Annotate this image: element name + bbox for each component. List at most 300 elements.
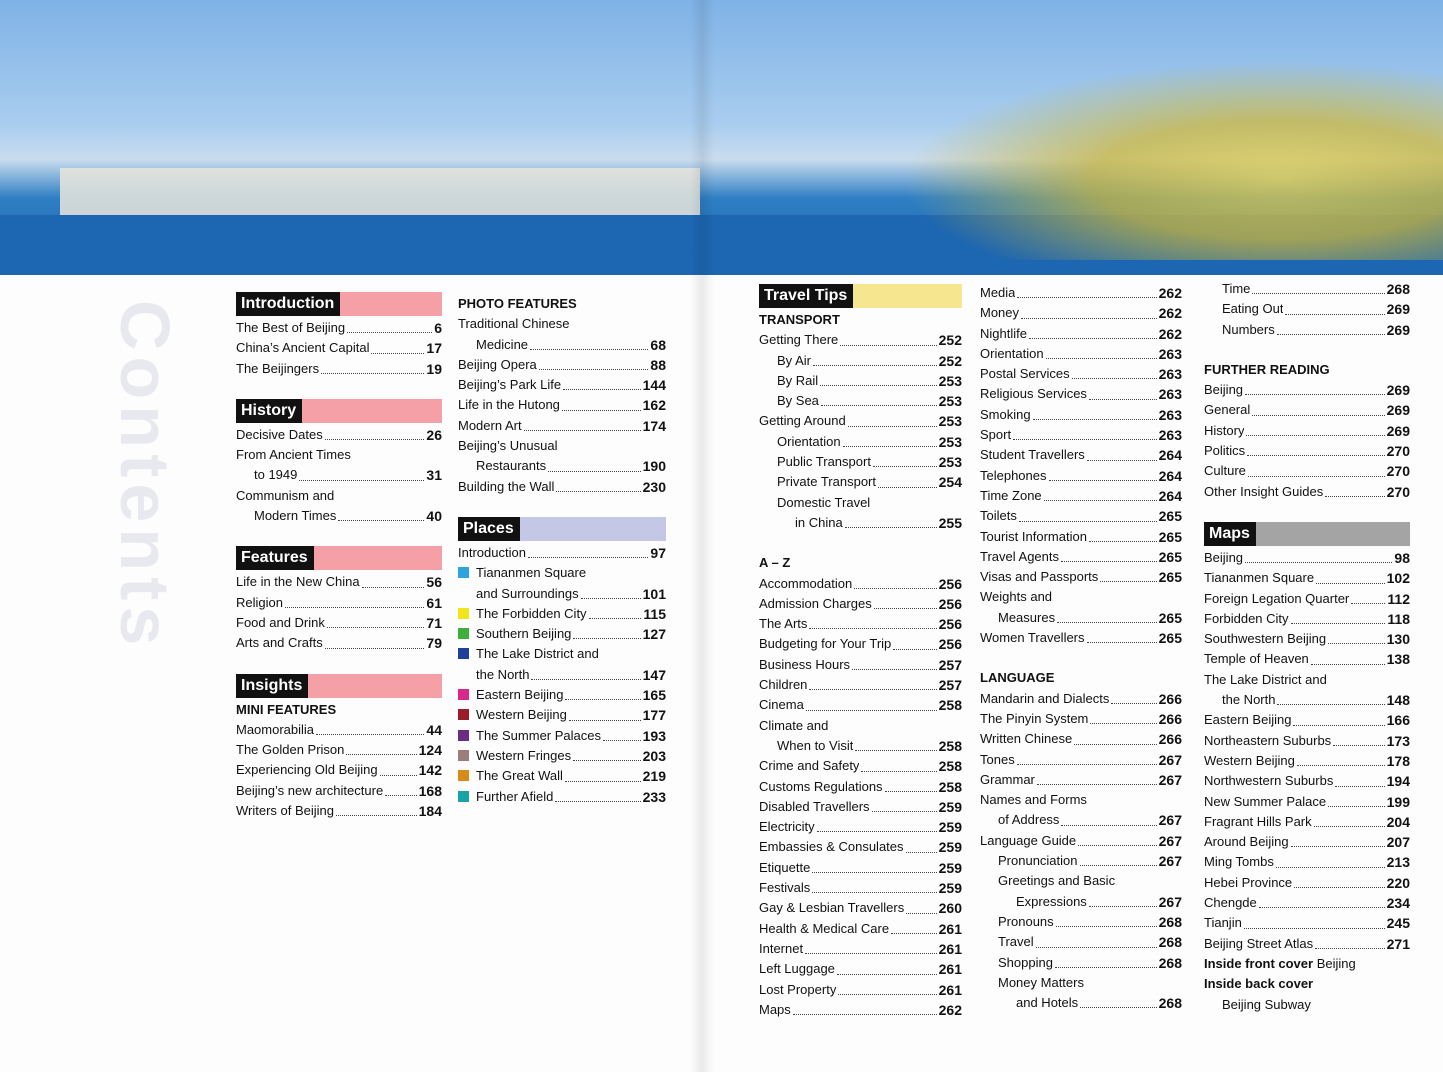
toc-entry-title (458, 624, 571, 644)
section-title: Features (236, 546, 314, 570)
toc-entry-title (458, 705, 567, 725)
toc-entry[interactable] (980, 364, 1182, 384)
toc-entry[interactable] (759, 898, 962, 918)
toc-entry[interactable] (1204, 299, 1410, 319)
toc-entry-title (458, 543, 526, 563)
toc-entry-title (1222, 690, 1275, 710)
toc-entry-title (236, 359, 319, 379)
toc-entry[interactable] (1204, 771, 1410, 791)
toc-entry-title (458, 787, 553, 807)
toc-entry[interactable] (980, 810, 1182, 830)
toc-entry[interactable] (980, 445, 1182, 465)
page-number: 17 (426, 340, 442, 357)
page-number: 269 (1386, 422, 1410, 439)
toc-entry[interactable] (458, 335, 666, 355)
toc-entry[interactable] (980, 689, 1182, 709)
toc-entry[interactable] (1204, 913, 1410, 933)
toc-entry[interactable] (1204, 400, 1410, 420)
toc-entry[interactable] (980, 831, 1182, 851)
page-number: 98 (1394, 549, 1410, 566)
toc-entry[interactable] (980, 790, 1182, 810)
toc-entry-text: The Summer Palaces (476, 727, 601, 743)
dot-leader (809, 628, 936, 629)
toc-entry[interactable] (1204, 934, 1410, 954)
toc-entry-text: Eating Out (1222, 301, 1284, 317)
toc-entry-text: Beijing’s Park Life (458, 377, 562, 393)
toc-entry-title (980, 628, 1085, 648)
toc-entry-text: Other Insight Guides (1204, 483, 1324, 499)
toc-entry-text: Traditional Chinese (458, 316, 570, 332)
dot-leader (813, 365, 937, 366)
toc-entry-text: in China (795, 514, 843, 530)
dot-leader (581, 598, 641, 599)
page-number: 245 (1386, 915, 1410, 932)
toc-entry[interactable] (759, 919, 962, 939)
page-number: 165 (642, 687, 666, 704)
page-number: 184 (418, 803, 442, 820)
dot-leader (872, 811, 937, 812)
toc-entry[interactable] (1204, 629, 1410, 649)
page-number: 148 (1386, 692, 1410, 709)
toc-entry-title (759, 594, 872, 614)
toc-entry[interactable] (759, 716, 962, 736)
dot-leader (1089, 906, 1157, 907)
toc-entry-text: Eastern Beijing (476, 687, 564, 703)
toc-entry[interactable] (1204, 380, 1410, 400)
toc-entry[interactable] (980, 344, 1182, 364)
toc-entry-title (1016, 993, 1078, 1013)
toc-entry-text: Etiquette (759, 859, 811, 875)
section-color-bar (308, 674, 442, 698)
toc-entry[interactable] (236, 781, 442, 801)
toc-entry[interactable] (759, 432, 962, 452)
dot-leader (1351, 603, 1385, 604)
toc-entry[interactable] (980, 993, 1182, 1013)
toc-entry[interactable] (236, 760, 442, 780)
toc-entry[interactable] (1204, 279, 1410, 299)
toc-entry-text: Beijing’s Unusual (458, 438, 558, 454)
toc-entry[interactable] (980, 506, 1182, 526)
toc-entry[interactable] (980, 973, 1182, 993)
toc-entry[interactable] (458, 746, 666, 766)
toc-entry-text: Southern Beijing (476, 626, 572, 642)
page-number: 258 (938, 737, 962, 754)
toc-entry[interactable] (458, 584, 666, 604)
toc-entry[interactable] (458, 436, 666, 456)
toc-entry-text: Embassies & Consulates (759, 839, 904, 855)
page-number: 264 (1158, 487, 1182, 504)
toc-entry[interactable] (1204, 792, 1410, 812)
page-number: 162 (642, 397, 666, 414)
section-color-swatch (458, 689, 469, 700)
toc-entry[interactable] (236, 740, 442, 760)
toc-entry-text: Beijing (1204, 382, 1244, 398)
toc-entry-title (998, 973, 1182, 993)
toc-entry[interactable] (1204, 731, 1410, 751)
toc-entry[interactable] (759, 513, 962, 533)
page-number: 258 (938, 758, 962, 775)
toc-entry[interactable] (759, 817, 962, 837)
toc-entry-text: Travel Agents (980, 548, 1060, 564)
cover-entry[interactable] (1204, 954, 1410, 974)
toc-entry[interactable] (980, 871, 1182, 891)
toc-entry-title (980, 384, 1087, 404)
page-number: 194 (1386, 773, 1410, 790)
toc-entry[interactable] (458, 624, 666, 644)
dot-leader (371, 353, 424, 354)
toc-entry[interactable] (980, 283, 1182, 303)
toc-entry[interactable] (759, 371, 962, 391)
toc-entry[interactable] (759, 695, 962, 715)
page-number: 6 (434, 320, 442, 336)
toc-entry[interactable] (759, 574, 962, 594)
section-title: Places (458, 517, 520, 541)
toc-entry[interactable] (1204, 441, 1410, 461)
toc-entry[interactable] (759, 655, 962, 675)
toc-entry[interactable] (980, 486, 1182, 506)
toc-entry-title (1204, 670, 1410, 690)
page-number: 261 (938, 940, 962, 957)
toc-entry[interactable] (1204, 548, 1410, 568)
dot-leader (1335, 786, 1384, 787)
toc-entry[interactable] (1204, 832, 1410, 852)
toc-entry[interactable] (458, 685, 666, 705)
toc-entry[interactable] (458, 705, 666, 725)
toc-entry[interactable] (980, 608, 1182, 628)
toc-entry[interactable] (1204, 710, 1410, 730)
toc-entry[interactable] (980, 547, 1182, 567)
toc-entry-title (254, 465, 297, 485)
dot-leader (1078, 845, 1156, 846)
toc-entry[interactable] (1204, 995, 1410, 1015)
toc-entry[interactable] (980, 303, 1182, 323)
dot-leader (380, 775, 417, 776)
toc-entry[interactable] (236, 633, 442, 653)
toc-entry[interactable] (759, 594, 962, 614)
toc-entry-text: Northeastern Suburbs (1204, 732, 1332, 748)
toc-entry[interactable] (1204, 873, 1410, 893)
toc-entry[interactable] (458, 726, 666, 746)
toc-entry-title (1204, 934, 1313, 954)
toc-entry[interactable] (759, 614, 962, 634)
toc-entry[interactable] (980, 953, 1182, 973)
toc-entry[interactable] (458, 766, 666, 786)
page-fold (690, 0, 714, 1072)
page-number: 271 (1386, 935, 1410, 952)
toc-entry-title (759, 777, 883, 797)
section-color-swatch (458, 730, 469, 741)
toc-entry[interactable] (759, 939, 962, 959)
toc-entry[interactable] (236, 318, 442, 338)
toc-entry[interactable] (458, 477, 666, 497)
toc-entry[interactable] (1204, 852, 1410, 872)
dot-leader (1089, 541, 1157, 542)
toc-entry[interactable] (236, 465, 442, 485)
dot-leader (1080, 865, 1157, 866)
toc-entry[interactable] (759, 736, 962, 756)
toc-entry-title (759, 959, 835, 979)
toc-entry[interactable] (458, 665, 666, 685)
cover-entry[interactable] (1204, 974, 1410, 994)
dot-leader (1017, 764, 1157, 765)
toc-entry[interactable] (759, 351, 962, 371)
dot-leader (1252, 415, 1384, 416)
toc-entry[interactable] (1204, 751, 1410, 771)
toc-entry[interactable] (759, 980, 962, 1000)
toc-entry[interactable] (236, 425, 442, 445)
toc-entry[interactable] (1204, 609, 1410, 629)
dot-leader (573, 760, 641, 761)
toc-entry[interactable] (458, 416, 666, 436)
toc-entry[interactable] (1204, 812, 1410, 832)
toc-entry-title (1222, 299, 1283, 319)
toc-entry-title (980, 709, 1088, 729)
toc-entry-text: and Hotels (1016, 995, 1079, 1011)
toc-entry-title (980, 445, 1085, 465)
toc-entry[interactable] (458, 314, 666, 334)
toc-entry[interactable] (980, 425, 1182, 445)
toc-entry[interactable] (759, 756, 962, 776)
toc-entry-title (980, 364, 1070, 384)
toc-entry[interactable] (458, 456, 666, 476)
toc-entry-text: Maomorabilia (236, 721, 315, 737)
toc-entry[interactable] (1204, 568, 1410, 588)
toc-entry-text: Tianjin (1204, 915, 1242, 931)
toc-entry[interactable] (759, 472, 962, 492)
page-number: 270 (1386, 443, 1410, 460)
toc-entry[interactable] (236, 338, 442, 358)
toc-entry-title (254, 506, 336, 526)
toc-entry[interactable] (1204, 893, 1410, 913)
page-number: 253 (938, 372, 962, 389)
toc-entry[interactable] (980, 405, 1182, 425)
page-number: 265 (1158, 508, 1182, 525)
dot-leader (806, 710, 937, 711)
toc-entry-title (1204, 893, 1257, 913)
toc-entry[interactable] (980, 324, 1182, 344)
section-color-bar (302, 399, 442, 423)
toc-entry[interactable] (458, 543, 666, 563)
toc-entry[interactable] (236, 613, 442, 633)
toc-entry[interactable] (980, 912, 1182, 932)
toc-entry-text: Beijing Street Atlas (1204, 935, 1314, 951)
toc-entry-text: Lost Property (759, 981, 837, 997)
toc-entry[interactable] (1204, 421, 1410, 441)
toc-entry-text: Language Guide (980, 832, 1077, 848)
toc-entry-text: Western Fringes (476, 747, 572, 763)
toc-entry[interactable] (1204, 649, 1410, 669)
toc-entry[interactable] (236, 572, 442, 592)
toc-entry-title (998, 810, 1059, 830)
toc-entry[interactable] (1204, 589, 1410, 609)
toc-entry-title (1204, 913, 1242, 933)
dot-leader (1252, 293, 1384, 294)
toc-entry[interactable] (759, 837, 962, 857)
toc-entry-text: The Pinyin System (980, 710, 1089, 726)
toc-entry-text: Orientation (777, 433, 841, 449)
toc-entry[interactable] (458, 375, 666, 395)
toc-entry[interactable] (759, 858, 962, 878)
toc-entry[interactable] (980, 892, 1182, 912)
toc-entry-title (759, 939, 803, 959)
toc-entry[interactable] (980, 466, 1182, 486)
toc-entry[interactable] (759, 878, 962, 898)
toc-entry[interactable] (759, 777, 962, 797)
page-number: 268 (1158, 934, 1182, 951)
toc-entry[interactable] (759, 452, 962, 472)
toc-entry-title (759, 330, 838, 350)
toc-entry[interactable] (759, 1000, 962, 1020)
toc-column-5 (1204, 279, 1410, 1015)
toc-entry[interactable] (759, 797, 962, 817)
toc-entry[interactable] (458, 355, 666, 375)
section-color-swatch (458, 709, 469, 720)
dot-leader (1247, 455, 1384, 456)
toc-entry-text: Hebei Province (1204, 874, 1293, 890)
toc-entry[interactable] (1204, 670, 1410, 690)
dot-leader (385, 795, 416, 796)
dot-leader (812, 872, 936, 873)
dot-leader (1100, 581, 1156, 582)
page-number: 256 (938, 636, 962, 653)
toc-entry-text: Children (759, 677, 808, 693)
toc-entry-text: Beijing Subway (1222, 996, 1311, 1012)
toc-entry[interactable] (759, 330, 962, 350)
toc-entry-text: Time (1222, 281, 1251, 296)
page-number: 266 (1158, 731, 1182, 748)
dot-leader (1021, 318, 1157, 319)
toc-entry[interactable] (980, 750, 1182, 770)
page-number: 257 (938, 656, 962, 673)
toc-column-1 (236, 292, 442, 821)
toc-entry[interactable] (1204, 482, 1410, 502)
toc-entry-text: Northwestern Suburbs (1204, 773, 1334, 789)
toc-entry-text: Domestic Travel (777, 494, 871, 510)
toc-entry-title (476, 584, 579, 604)
dot-leader (838, 994, 936, 995)
toc-entry[interactable] (759, 493, 962, 513)
toc-entry[interactable] (980, 587, 1182, 607)
toc-entry-title (980, 303, 1019, 323)
toc-entry-text: Budgeting for Your Trip (759, 636, 892, 652)
toc-entry-title (1204, 812, 1312, 832)
toc-entry-title (1016, 892, 1087, 912)
dot-leader (524, 430, 641, 431)
toc-entry[interactable] (759, 634, 962, 654)
toc-entry[interactable] (458, 787, 666, 807)
toc-entry[interactable] (980, 770, 1182, 790)
toc-entry-title (458, 766, 563, 786)
toc-entry-text: Further Afield (476, 788, 554, 804)
toc-entry-text: The Forbidden City (476, 605, 587, 621)
page-number: 263 (1158, 366, 1182, 383)
toc-entry-text: Beijing’s new architecture (236, 782, 384, 798)
page-number: 118 (1387, 610, 1410, 627)
toc-entry-text: Modern Times (254, 508, 337, 524)
toc-entry[interactable] (458, 604, 666, 624)
toc-entry-title (759, 655, 850, 675)
toc-entry[interactable] (458, 563, 666, 583)
toc-entry[interactable] (1204, 690, 1410, 710)
page-number: 259 (938, 839, 962, 856)
toc-entry[interactable] (759, 959, 962, 979)
dot-leader (1297, 765, 1385, 766)
toc-entry[interactable] (236, 720, 442, 740)
toc-entry[interactable] (980, 628, 1182, 648)
toc-entry[interactable] (759, 411, 962, 431)
toc-entry[interactable] (980, 567, 1182, 587)
toc-entry[interactable] (980, 709, 1182, 729)
dot-leader (285, 607, 424, 608)
toc-entry-title (980, 770, 1035, 790)
dot-leader (1029, 338, 1157, 339)
dot-leader (1315, 948, 1385, 949)
toc-entry-title (1222, 320, 1275, 340)
toc-entry[interactable] (1204, 461, 1410, 481)
toc-entry[interactable] (236, 486, 442, 506)
toc-entry-title (236, 318, 345, 338)
toc-entry[interactable] (759, 675, 962, 695)
toc-entry[interactable] (236, 801, 442, 821)
toc-entry-title (759, 919, 889, 939)
toc-entry[interactable] (236, 593, 442, 613)
toc-entry[interactable] (236, 506, 442, 526)
dot-leader (327, 627, 425, 628)
dot-leader (1248, 476, 1385, 477)
toc-entry[interactable] (458, 395, 666, 415)
section-header (236, 674, 442, 698)
toc-entry[interactable] (236, 445, 442, 465)
toc-entry[interactable] (236, 359, 442, 379)
toc-entry-text: Forbidden City (1204, 610, 1289, 626)
toc-entry-text: Numbers (1222, 321, 1275, 337)
toc-entry-text: Visas and Passports (980, 569, 1099, 585)
toc-entry-text: Mandarin and Dialects (980, 690, 1110, 706)
toc-entry[interactable] (980, 729, 1182, 749)
toc-entry[interactable] (458, 644, 666, 664)
dot-leader (1333, 745, 1384, 746)
toc-entry[interactable] (980, 851, 1182, 871)
dot-leader (1057, 622, 1157, 623)
toc-entry-title (458, 355, 537, 375)
toc-column-4 (980, 283, 1182, 1013)
toc-entry-text: Chengde (1204, 895, 1257, 911)
toc-entry-text: Measures (998, 609, 1056, 625)
toc-entry-title (1222, 995, 1410, 1015)
dot-leader (1328, 643, 1385, 644)
dot-leader (321, 373, 424, 374)
toc-entry-title (476, 335, 528, 355)
toc-entry-title (759, 634, 891, 654)
page-number: 207 (1386, 834, 1410, 851)
dot-leader (837, 974, 937, 975)
dot-leader (573, 638, 640, 639)
toc-entry[interactable] (980, 527, 1182, 547)
toc-entry-text: Politics (1204, 443, 1246, 459)
toc-entry-title (236, 633, 323, 653)
toc-entry[interactable] (980, 932, 1182, 952)
toc-entry-title (759, 858, 810, 878)
page-number: 254 (938, 474, 962, 491)
cover-label: Inside front cover (1204, 955, 1314, 971)
section-header (236, 546, 442, 570)
section-color-bar (1256, 522, 1410, 546)
toc-entry[interactable] (1204, 320, 1410, 340)
toc-entry-text: Public Transport (777, 454, 871, 470)
toc-entry[interactable] (980, 384, 1182, 404)
toc-entry[interactable] (759, 391, 962, 411)
dot-leader (821, 405, 937, 406)
